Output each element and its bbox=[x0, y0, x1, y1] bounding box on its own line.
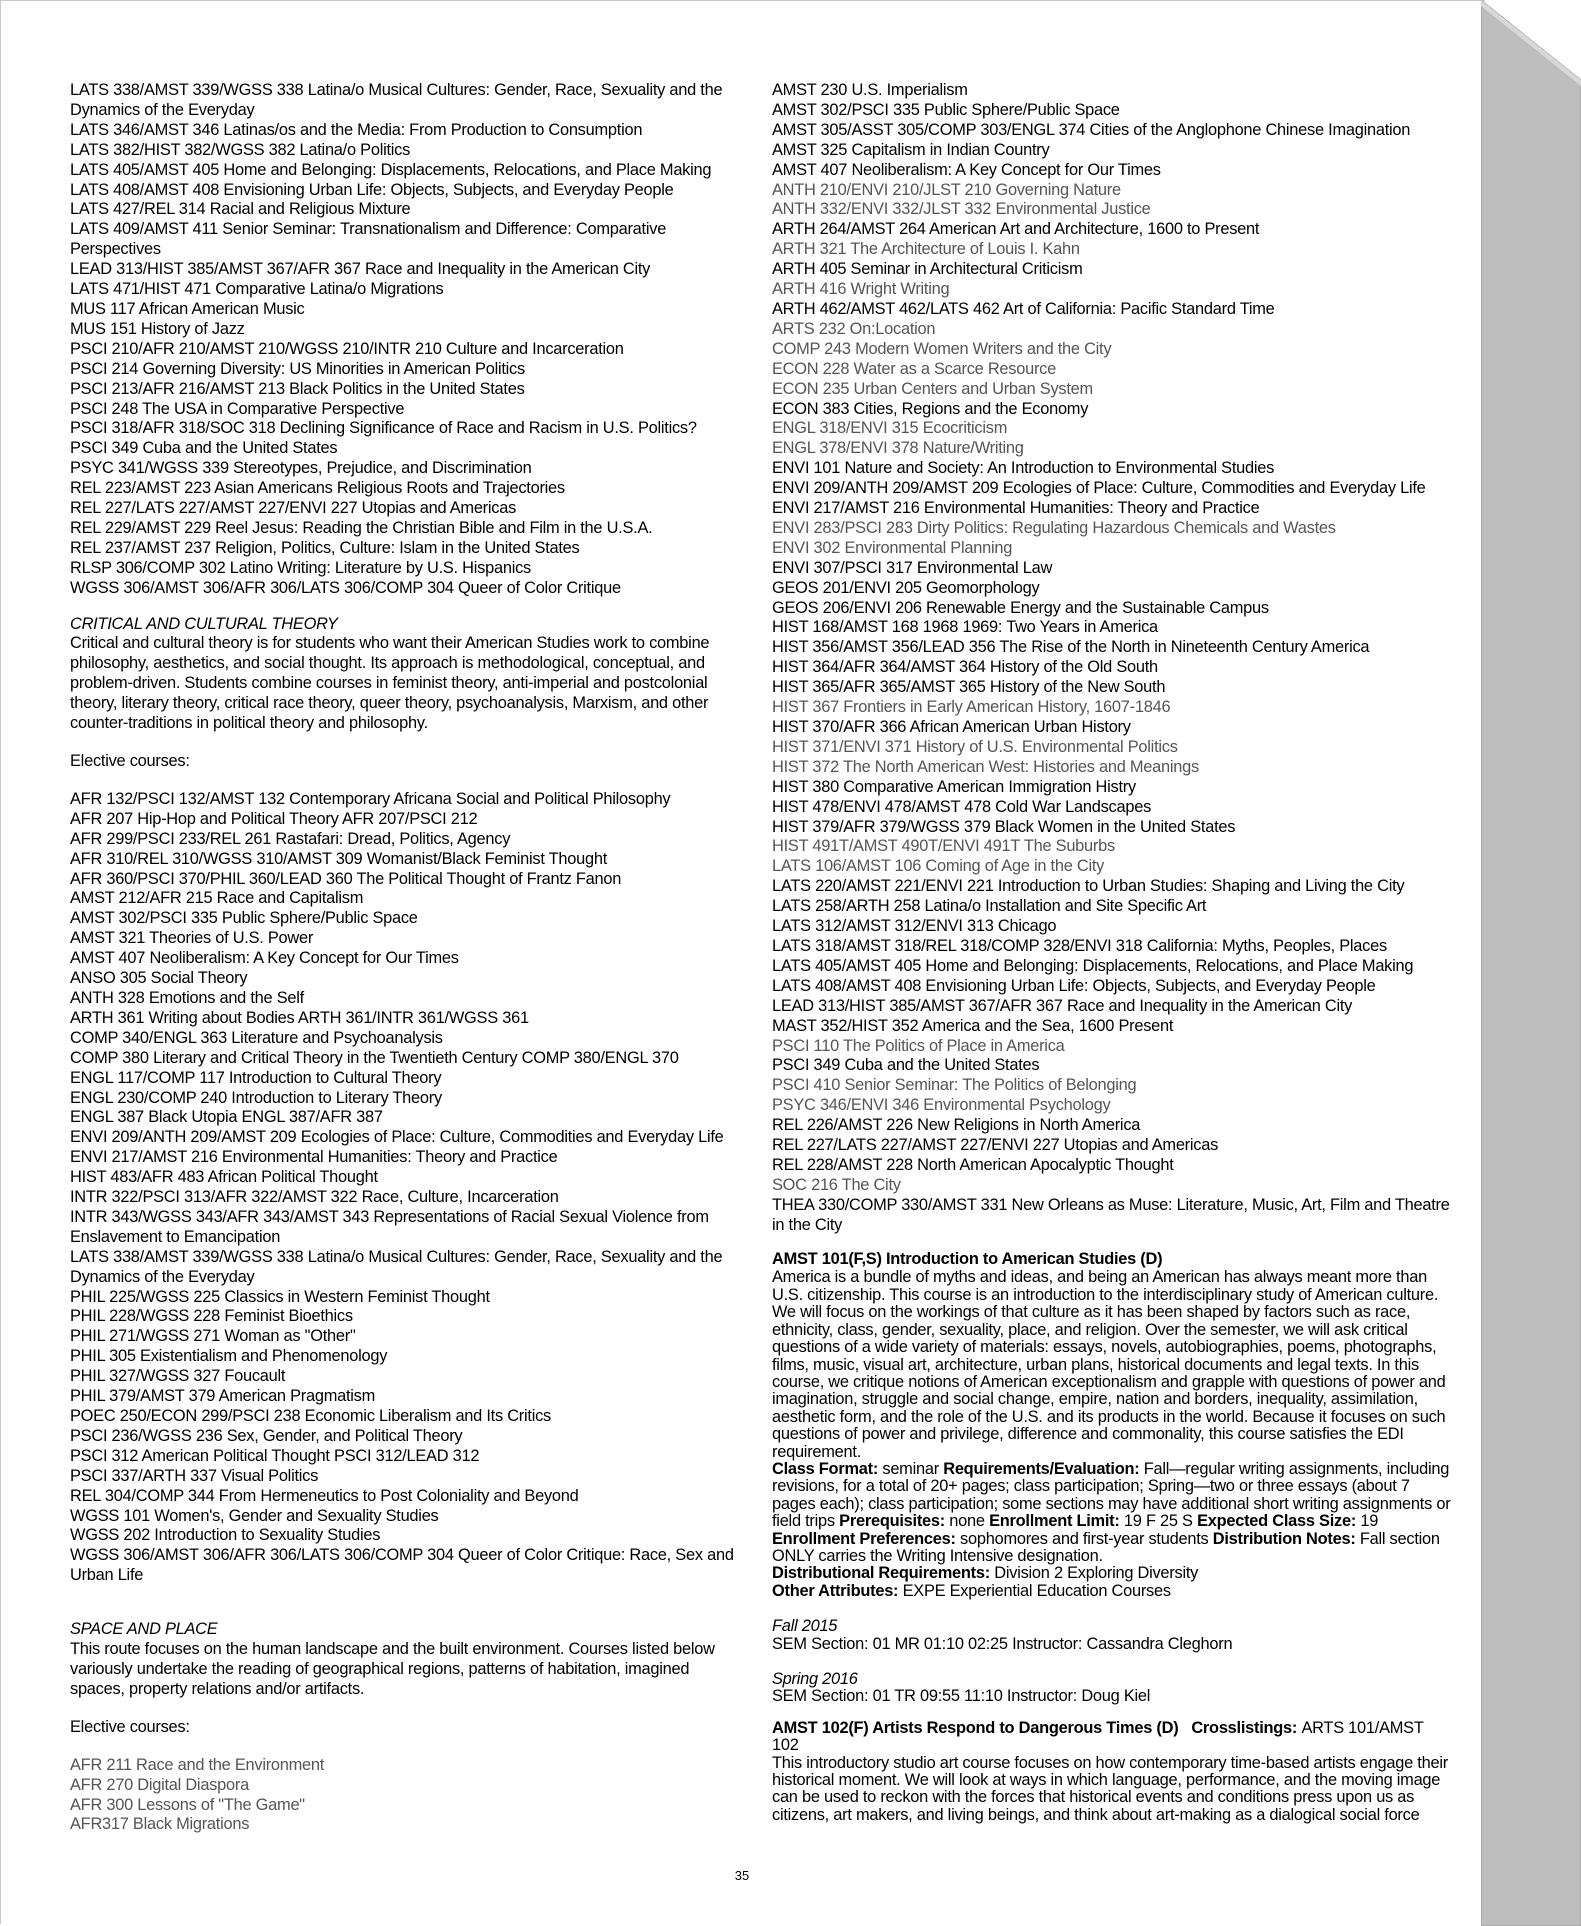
amst101-dist-req: Distributional Requirements: Division 2 Exploring Diversity bbox=[772, 1564, 1199, 1583]
course-line: ENVI 302 Environmental Planning bbox=[772, 538, 1013, 557]
course-line: INTR 322/PSCI 313/AFR 322/AMST 322 Race, Culture, Incarceration bbox=[70, 1188, 559, 1207]
course-line: REL 237/AMST 237 Religion, Politics, Culture: Islam in the United States bbox=[70, 538, 580, 557]
course-line: ANTH 332/ENVI 332/JLST 332 Environmental Justice bbox=[772, 200, 1151, 219]
course-line: AFR 211 Race and the Environment bbox=[70, 1755, 325, 1774]
course-line: HIST 367 Frontiers in Early American History, 1607-1846 bbox=[772, 698, 1171, 717]
course-line: MUS 151 History of Jazz bbox=[70, 319, 245, 338]
course-line: HIST 380 Comparative American Immigration Histry bbox=[772, 777, 1136, 796]
course-line: COMP 340/ENGL 363 Literature and Psychoanalysis bbox=[70, 1028, 443, 1047]
course-line: PSCI 337/ARTH 337 Visual Politics bbox=[70, 1466, 319, 1485]
page-fold-edge bbox=[1481, 0, 1581, 1926]
course-line: ARTH 416 Wright Writing bbox=[772, 280, 950, 299]
course-line: ARTH 361 Writing about Bodies ARTH 361/INTR 361/WGSS 361 bbox=[70, 1008, 529, 1027]
course-line: COMP 243 Modern Women Writers and the City bbox=[772, 339, 1112, 358]
course-line: RLSP 306/COMP 302 Latino Writing: Literature by U.S. Hispanics bbox=[70, 558, 531, 577]
course-line: AMST 407 Neoliberalism: A Key Concept for Our Times bbox=[772, 160, 1161, 179]
course-line: ARTH 264/AMST 264 American Art and Architecture, 1600 to Present bbox=[772, 220, 1260, 239]
course-line: MAST 352/HIST 352 America and the Sea, 1600 Present bbox=[772, 1016, 1174, 1035]
course-line: PHIL 305 Existentialism and Phenomenology bbox=[70, 1347, 388, 1366]
course-line: ENVI 209/ANTH 209/AMST 209 Ecologies of Place: Culture, Commodities and Everyday Life bbox=[772, 479, 1426, 498]
course-line: LEAD 313/HIST 385/AMST 367/AFR 367 Race and Inequality in the American City bbox=[772, 996, 1353, 1015]
course-line: LATS 220/AMST 221/ENVI 221 Introduction to Urban Studies: Shaping and Living the City bbox=[772, 877, 1405, 896]
course-line: LEAD 313/HIST 385/AMST 367/AFR 367 Race and Inequality in the American City bbox=[70, 260, 651, 279]
course-line: ENVI 217/AMST 216 Environmental Humanities: Theory and Practice bbox=[772, 499, 1260, 518]
course-line: ENVI 283/PSCI 283 Dirty Politics: Regulating Hazardous Chemicals and Wastes bbox=[772, 518, 1336, 537]
course-line: AMST 212/AFR 215 Race and Capitalism bbox=[70, 889, 364, 908]
course-line: AFR 360/PSCI 370/PHIL 360/LEAD 360 The Political Thought of Frantz Fanon bbox=[70, 869, 622, 888]
course-line: WGSS 202 Introduction to Sexuality Studies bbox=[70, 1526, 381, 1545]
course-line: PSCI 248 The USA in Comparative Perspective bbox=[70, 399, 405, 418]
course-line: LATS 471/HIST 471 Comparative Latina/o Migrations bbox=[70, 280, 444, 299]
course-line: LATS 409/AMST 411 Senior Seminar: Transnationalism and Difference: Comparative Perspectives bbox=[70, 220, 667, 259]
course-line: ENVI 307/PSCI 317 Environmental Law bbox=[772, 558, 1053, 577]
course-line: LATS 382/HIST 382/WGSS 382 Latina/o Politics bbox=[70, 140, 411, 159]
course-line: PSYC 346/ENVI 346 Environmental Psychology bbox=[772, 1096, 1111, 1115]
course-line: LATS 408/AMST 408 Envisioning Urban Life: Objects, Subjects, and Everyday People bbox=[772, 976, 1376, 995]
amst102-description: This introductory studio art course focuses on how contemporary time-based artists engage their historical moment. We will look at ways in which language, performance, and the moving image can be used to reckon with the forces that historical events and conditions press upon us as citizens, art makers, and living beings, and think about art-making as a dialogical social force bbox=[772, 1753, 1448, 1824]
space-course-list bbox=[70, 1756, 745, 1836]
course-line: PSCI 213/AFR 216/AMST 213 Black Politics in the United States bbox=[70, 379, 525, 398]
course-line: HIST 491T/AMST 490T/ENVI 491T The Suburbs bbox=[772, 837, 1115, 856]
amst101-fall-section: SEM Section: 01 MR 01:10 02:25 Instructor: Cassandra Cleghorn bbox=[772, 1634, 1233, 1653]
course-line: THEA 330/COMP 330/AMST 331 New Orleans as Muse: Literature, Music, Art, Film and Theatre in the City bbox=[772, 1195, 1450, 1234]
course-line: PHIL 228/WGSS 228 Feminist Bioethics bbox=[70, 1307, 353, 1326]
course-line: GEOS 206/ENVI 206 Renewable Energy and the Sustainable Campus bbox=[772, 598, 1269, 617]
course-line: ARTH 462/AMST 462/LATS 462 Art of California: Pacific Standard Time bbox=[772, 299, 1275, 318]
course-line: PSCI 410 Senior Seminar: The Politics of Belonging bbox=[772, 1076, 1137, 1095]
amst101-spring-term: Spring 2016 bbox=[772, 1670, 858, 1688]
course-line: HIST 364/AFR 364/AMST 364 History of the Old South bbox=[772, 658, 1158, 677]
course-line: AMST 230 U.S. Imperialism bbox=[772, 81, 968, 99]
course-line: PSCI 210/AFR 210/AMST 210/WGSS 210/INTR 210 Culture and Incarceration bbox=[70, 339, 624, 358]
critical-theory-title: CRITICAL AND CULTURAL THEORY bbox=[70, 614, 338, 633]
course-line: AMST 305/ASST 305/COMP 303/ENGL 374 Cities of the Anglophone Chinese Imagination bbox=[772, 120, 1411, 139]
course-line: LATS 258/ARTH 258 Latina/o Installation and Site Specific Art bbox=[772, 897, 1207, 916]
course-line: AMST 407 Neoliberalism: A Key Concept for Our Times bbox=[70, 949, 459, 968]
course-line: LATS 312/AMST 312/ENVI 313 Chicago bbox=[772, 917, 1057, 936]
course-line: AFR317 Black Migrations bbox=[70, 1815, 250, 1834]
course-line: PSCI 349 Cuba and the United States bbox=[70, 439, 338, 458]
course-line: ECON 235 Urban Centers and Urban System bbox=[772, 379, 1093, 398]
course-line: ARTH 405 Seminar in Architectural Criticism bbox=[772, 260, 1083, 279]
course-line: LATS 318/AMST 318/REL 318/COMP 328/ENVI 318 California: Myths, Peoples, Places bbox=[772, 936, 1387, 955]
course-line: ANTH 210/ENVI 210/JLST 210 Governing Nature bbox=[772, 180, 1121, 199]
course-line: REL 227/LATS 227/AMST 227/ENVI 227 Utopias and Americas bbox=[70, 499, 517, 518]
course-line: REL 229/AMST 229 Reel Jesus: Reading the Christian Bible and Film in the U.S.A. bbox=[70, 518, 653, 537]
course-line: HIST 371/ENVI 371 History of U.S. Environmental Politics bbox=[772, 737, 1178, 756]
course-line: AFR 300 Lessons of "The Game" bbox=[70, 1795, 305, 1814]
course-line: ENGL 117/COMP 117 Introduction to Cultural Theory bbox=[70, 1068, 442, 1087]
course-line: COMP 380 Literary and Critical Theory in the Twentieth Century COMP 380/ENGL 370 bbox=[70, 1048, 679, 1067]
course-line: ENVI 101 Nature and Society: An Introduction to Environmental Studies bbox=[772, 459, 1275, 478]
course-line: LATS 338/AMST 339/WGSS 338 Latina/o Musical Cultures: Gender, Race, Sexuality and the Dynamics of the Everyday bbox=[70, 81, 723, 119]
course-line: LATS 346/AMST 346 Latinas/os and the Media: From Production to Consumption bbox=[70, 120, 643, 139]
course-line: POEC 250/ECON 299/PSCI 238 Economic Liberalism and Its Critics bbox=[70, 1407, 551, 1425]
course-line: ANTH 328 Emotions and the Self bbox=[70, 988, 304, 1007]
course-line: WGSS 101 Women's, Gender and Sexuality Studies bbox=[70, 1506, 439, 1525]
course-line: PSCI 318/AFR 318/SOC 318 Declining Significance of Race and Racism in U.S. Politics? bbox=[70, 419, 697, 438]
course-line: LATS 427/REL 314 Racial and Religious Mixture bbox=[70, 200, 411, 219]
course-line: ENVI 217/AMST 216 Environmental Humanities: Theory and Practice bbox=[70, 1148, 558, 1167]
critical-elective-label: Elective courses: bbox=[70, 752, 190, 770]
course-line: LATS 408/AMST 408 Envisioning Urban Life: Objects, Subjects, and Everyday People bbox=[70, 180, 674, 199]
course-line: LATS 106/AMST 106 Coming of Age in the City bbox=[772, 857, 1105, 876]
amst101-details: Class Format: seminar Requirements/Evaluation: Fall—regular writing assignments, including revisions, for a total of 20+ pages; class participation; Spring—two or three essays (about 7 pages each); class participation; some sections may have additional short writing assignments or field trips Prerequisites: none Enrollment Limit: 19 F 25 S Expected Class Size: 19 Enrollment Preferences: sophomores and first-year students Distribution Notes: Fall section ONLY carries the Writing Intensive designation. bbox=[772, 1459, 1451, 1565]
course-line: ECON 228 Water as a Scarce Resource bbox=[772, 359, 1056, 378]
amst101-spring-section: SEM Section: 01 TR 09:55 11:10 Instructor: Doug Kiel bbox=[772, 1687, 1151, 1706]
course-line: INTR 343/WGSS 343/AFR 343/AMST 343 Representations of Racial Sexual Violence from Enslavement to Emancipation bbox=[70, 1207, 709, 1246]
course-line: ECON 383 Cities, Regions and the Economy bbox=[772, 399, 1089, 418]
course-line: ENGL 378/ENVI 378 Nature/Writing bbox=[772, 439, 1024, 458]
course-line: AFR 310/REL 310/WGSS 310/AMST 309 Womanist/Black Feminist Thought bbox=[70, 849, 608, 868]
course-line: AMST 321 Theories of U.S. Power bbox=[70, 929, 314, 948]
course-line: PSCI 214 Governing Diversity: US Minorities in American Politics bbox=[70, 359, 525, 378]
page-number: 35 bbox=[734, 1868, 750, 1883]
course-line: MUS 117 African American Music bbox=[70, 299, 305, 318]
course-line: ENGL 318/ENVI 315 Ecocriticism bbox=[772, 419, 1008, 438]
course-list-intro bbox=[70, 81, 745, 599]
course-line: AFR 207 Hip-Hop and Political Theory AFR 207/PSCI 212 bbox=[70, 809, 478, 828]
amst102-heading: AMST 102(F) Artists Respond to Dangerous Times (D) Crosslistings: ARTS 101/AMST 102 bbox=[772, 1718, 1424, 1755]
space-course-list-continued bbox=[772, 81, 1452, 1236]
course-line: PSYC 341/WGSS 339 Stereotypes, Prejudice, and Discrimination bbox=[70, 459, 532, 478]
course-line: HIST 372 The North American West: Histories and Meanings bbox=[772, 757, 1199, 776]
course-line: HIST 379/AFR 379/WGSS 379 Black Women in the United States bbox=[772, 817, 1236, 836]
course-line: PHIL 271/WGSS 271 Woman as "Other" bbox=[70, 1327, 356, 1346]
left-column bbox=[70, 81, 745, 1835]
course-line: PHIL 379/AMST 379 American Pragmatism bbox=[70, 1387, 376, 1406]
course-line: PSCI 312 American Political Thought PSCI 312/LEAD 312 bbox=[70, 1446, 480, 1465]
course-line: ENVI 209/ANTH 209/AMST 209 Ecologies of Place: Culture, Commodities and Everyday Life bbox=[70, 1128, 724, 1147]
course-line: REL 228/AMST 228 North American Apocalyptic Thought bbox=[772, 1155, 1174, 1174]
course-line: PSCI 236/WGSS 236 Sex, Gender, and Political Theory bbox=[70, 1426, 463, 1445]
course-line: AMST 302/PSCI 335 Public Sphere/Public Space bbox=[772, 100, 1120, 119]
course-line: AFR 270 Digital Diaspora bbox=[70, 1775, 249, 1794]
amst101-heading: AMST 101(F,S) Introduction to American Studies (D) bbox=[772, 1249, 1163, 1268]
course-line: ARTS 232 On:Location bbox=[772, 319, 936, 338]
course-line: HIST 365/AFR 365/AMST 365 History of the New South bbox=[772, 678, 1166, 697]
course-line: ENGL 230/COMP 240 Introduction to Literary Theory bbox=[70, 1088, 442, 1107]
course-line: LATS 405/AMST 405 Home and Belonging: Displacements, Relocations, and Place Making bbox=[772, 956, 1414, 975]
course-line: AFR 132/PSCI 132/AMST 132 Contemporary Africana Social and Political Philosophy bbox=[70, 789, 671, 808]
course-line: HIST 168/AMST 168 1968 1969: Two Years in America bbox=[772, 618, 1158, 637]
course-line: ANSO 305 Social Theory bbox=[70, 969, 248, 988]
course-line: REL 226/AMST 226 New Religions in North America bbox=[772, 1116, 1141, 1135]
amst101-description: America is a bundle of myths and ideas, and being an American has always meant more than U.S. citizenship. This course is an introduction to the interdisciplinary study of American culture. We will focus on the workings of that culture as it has been shaped by factors such as race, ethnicity, class, gender, sexuality, place, and religion. Over the semester, we will ask critical questions of a wide variety of materials: essays, novels, autobiographies, poems, photographs, films, music, visual art, architecture, urban plans, historical documents and legal texts. In this course, we critique notions of American exceptionalism and grapple with questions of power and imagination, struggle and social change, empire, nation and borders, inequality, assimilation, aesthetic form, and the role of the U.S. and its products in the world. Because it focuses on such questions of power and privilege, difference and commonality, this course satisfies the EDI requirement. bbox=[772, 1268, 1446, 1461]
course-line: AFR 299/PSCI 233/REL 261 Rastafari: Dread, Politics, Agency bbox=[70, 829, 511, 848]
course-line: HIST 356/AMST 356/LEAD 356 The Rise of the North in Nineteenth Century America bbox=[772, 638, 1370, 657]
course-line: AMST 302/PSCI 335 Public Sphere/Public Space bbox=[70, 909, 418, 928]
course-line: REL 227/LATS 227/AMST 227/ENVI 227 Utopias and Americas bbox=[772, 1136, 1219, 1155]
course-line: HIST 478/ENVI 478/AMST 478 Cold War Landscapes bbox=[772, 797, 1152, 816]
right-column bbox=[772, 81, 1452, 1824]
course-line: WGSS 306/AMST 306/AFR 306/LATS 306/COMP 304 Queer of Color Critique: Race, Sex and Urban Life bbox=[70, 1546, 734, 1585]
course-line: LATS 405/AMST 405 Home and Belonging: Displacements, Relocations, and Place Making bbox=[70, 160, 712, 179]
course-line: LATS 338/AMST 339/WGSS 338 Latina/o Musical Cultures: Gender, Race, Sexuality and the Dynamics of the Everyday bbox=[70, 1247, 723, 1286]
critical-course-list bbox=[70, 790, 745, 1586]
course-line: PSCI 110 The Politics of Place in America bbox=[772, 1036, 1065, 1055]
course-line: AMST 325 Capitalism in Indian Country bbox=[772, 140, 1050, 159]
space-place-description: This route focuses on the human landscape and the built environment. Courses listed below variously undertake the reading of geographical regions, patterns of habitation, imagined spaces, property relations and/or artifacts. bbox=[70, 1640, 715, 1698]
course-line: SOC 216 The City bbox=[772, 1175, 901, 1194]
course-line: REL 223/AMST 223 Asian Americans Religious Roots and Trajectories bbox=[70, 479, 565, 498]
course-line: HIST 483/AFR 483 African Political Thought bbox=[70, 1168, 378, 1187]
course-line: PSCI 349 Cuba and the United States bbox=[772, 1056, 1040, 1075]
amst101-fall-term: Fall 2015 bbox=[772, 1617, 838, 1636]
course-line: ARTH 321 The Architecture of Louis I. Kahn bbox=[772, 240, 1080, 259]
space-elective-label: Elective courses: bbox=[70, 1717, 190, 1736]
course-line: REL 304/COMP 344 From Hermeneutics to Post Coloniality and Beyond bbox=[70, 1486, 579, 1505]
course-line: HIST 370/AFR 366 African American Urban History bbox=[772, 718, 1131, 736]
course-line: GEOS 201/ENVI 205 Geomorphology bbox=[772, 578, 1040, 597]
amst101-other-attributes: Other Attributes: EXPE Experiential Education Courses bbox=[772, 1581, 1171, 1600]
critical-theory-description: Critical and cultural theory is for students who want their American Studies work to combine philosophy, aesthetics, and social thought. Its approach is methodological, conceptual, and problem-driven. Students combine courses in feminist theory, anti-imperial and postcolonial theory, literary theory, critical race theory, queer theory, psychoanalysis, Marxism, and other counter-traditions in political theory and philosophy. bbox=[70, 634, 710, 733]
course-line: WGSS 306/AMST 306/AFR 306/LATS 306/COMP 304 Queer of Color Critique bbox=[70, 578, 621, 597]
course-line: PHIL 225/WGSS 225 Classics in Western Feminist Thought bbox=[70, 1287, 490, 1306]
course-line: ENGL 387 Black Utopia ENGL 387/AFR 387 bbox=[70, 1108, 383, 1127]
course-line: PHIL 327/WGSS 327 Foucault bbox=[70, 1367, 286, 1386]
space-place-title: SPACE AND PLACE bbox=[70, 1620, 218, 1639]
